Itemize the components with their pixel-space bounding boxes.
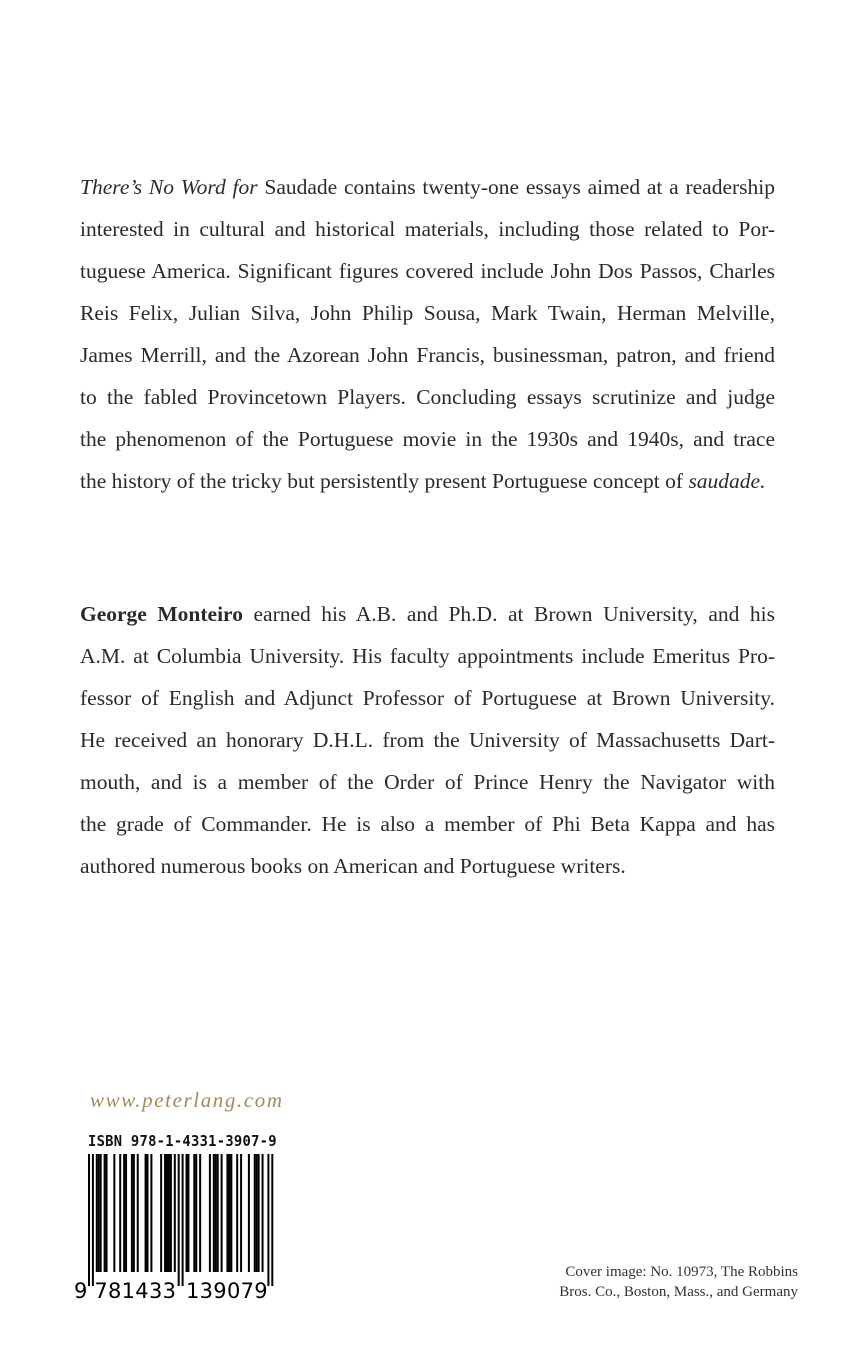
text-line xyxy=(80,376,775,418)
barcode-bar xyxy=(209,1154,211,1272)
cover-credit-line-1: Cover image: No. 10973, The Robbins xyxy=(565,1264,798,1280)
barcode-bar xyxy=(104,1154,106,1272)
text-segment: Saudade contains twenty-one essays aimed at a readership xyxy=(257,175,775,199)
barcode-bar xyxy=(160,1154,162,1272)
barcode-bar xyxy=(215,1154,217,1272)
text-segment: earned his A.B. and Ph.D. at Brown University, and his xyxy=(242,602,775,626)
barcode-bar xyxy=(96,1154,98,1272)
italic-text: saudade. xyxy=(688,469,766,493)
barcode-digits: 7 xyxy=(240,1279,254,1303)
isbn-label: ISBN 978-1-4331-3907-9 xyxy=(88,1132,277,1150)
author-bio xyxy=(80,593,775,887)
text-line xyxy=(80,292,775,334)
text-line xyxy=(80,719,775,761)
barcode-bar xyxy=(125,1154,127,1272)
text-segment: mouth, and is a member of the Order of Prince Henry the Navigator with xyxy=(80,770,775,794)
text-segment: the phenomenon of the Portuguese movie in the 1930s and 1940s, and trace xyxy=(80,427,775,451)
barcode-bar xyxy=(174,1154,176,1272)
text-segment: tuguese America. Significant figures covered include John Dos Passos, Charles xyxy=(80,259,775,283)
text-segment: fessor of English and Adjunct Professor of Portuguese at Brown University. xyxy=(80,686,775,710)
text-line xyxy=(80,250,775,292)
barcode-bar xyxy=(164,1154,166,1272)
barcode-bar xyxy=(88,1154,90,1286)
text-line xyxy=(80,593,775,635)
barcode-bar xyxy=(248,1154,250,1272)
text-segment: James Merrill, and the Azorean John Francis, businessman, patron, and friend xyxy=(80,343,775,367)
barcode-digits: 3 xyxy=(162,1279,176,1303)
barcode-bar xyxy=(240,1154,242,1272)
text-segment: the grade of Commander. He is also a member of Phi Beta Kappa and has xyxy=(80,812,775,836)
text-line xyxy=(80,166,775,208)
text-segment: Reis Felix, Julian Silva, John Philip Sousa, Mark Twain, Herman Melville, xyxy=(80,301,775,325)
text-line xyxy=(80,208,775,250)
barcode-bar xyxy=(230,1154,232,1272)
barcode-bar xyxy=(267,1154,269,1286)
barcode-bar xyxy=(236,1154,238,1272)
text-segment: to the fabled Provincetown Players. Concluding essays scrutinize and judge xyxy=(80,385,775,409)
barcode-digits: 7 xyxy=(94,1279,108,1303)
barcode-bar xyxy=(221,1154,223,1272)
italic-text: There’s No Word for xyxy=(80,175,258,199)
barcode-digits: 3 xyxy=(148,1279,163,1303)
barcode-digits: 9 xyxy=(213,1279,227,1303)
publisher-url[interactable]: www.peterlang.com xyxy=(90,1088,284,1112)
barcode-bar xyxy=(145,1154,147,1272)
barcode-bar xyxy=(213,1154,215,1272)
cover-credit xyxy=(559,1262,798,1302)
text-line xyxy=(80,803,775,845)
barcode-digits: 9 xyxy=(74,1279,88,1303)
text-line xyxy=(80,418,775,460)
book-description xyxy=(80,166,775,502)
text-line xyxy=(80,845,775,887)
text-line xyxy=(80,635,775,677)
text-line xyxy=(80,460,775,502)
author-name: George Monteiro xyxy=(80,602,243,626)
text-line xyxy=(80,761,775,803)
text-segment: He received an honorary D.H.L. from the University of Massachusetts Dart- xyxy=(80,728,775,752)
barcode-bar xyxy=(226,1154,228,1272)
isbn-barcode xyxy=(74,1154,279,1304)
barcode-bar xyxy=(133,1154,135,1272)
barcode-bar xyxy=(150,1154,152,1272)
text-line xyxy=(80,334,775,376)
barcode-bar xyxy=(228,1154,230,1272)
barcode-bar xyxy=(271,1154,273,1286)
barcode-digits: 3 xyxy=(199,1279,214,1303)
barcode-bar xyxy=(137,1154,139,1272)
barcode-digits: 1 xyxy=(121,1279,136,1303)
barcode-bar xyxy=(119,1154,121,1272)
barcode-bar xyxy=(199,1154,201,1272)
barcode-digits: 1 xyxy=(186,1279,200,1303)
barcode-bar xyxy=(178,1154,180,1286)
barcode-bar xyxy=(98,1154,100,1272)
barcode-bar xyxy=(254,1154,256,1272)
barcode-bar xyxy=(258,1154,260,1272)
cover-credit-line-2: Bros. Co., Boston, Mass., and Germany xyxy=(559,1284,798,1300)
barcode-digits: 8 xyxy=(108,1279,122,1303)
barcode-bar xyxy=(170,1154,172,1272)
barcode-bar xyxy=(217,1154,219,1272)
barcode-bar xyxy=(193,1154,195,1272)
barcode-bar xyxy=(168,1154,170,1272)
barcode-bar xyxy=(256,1154,258,1272)
barcode-bar xyxy=(100,1154,102,1272)
barcode-bar xyxy=(195,1154,197,1272)
barcode-bar xyxy=(166,1154,168,1272)
barcode-bar xyxy=(123,1154,125,1272)
barcode-bar xyxy=(182,1154,184,1286)
text-segment: authored numerous books on American and Portuguese writers. xyxy=(80,854,626,878)
barcode-bar xyxy=(147,1154,149,1272)
barcode-bar xyxy=(106,1154,108,1272)
barcode-bar xyxy=(187,1154,189,1272)
text-segment: the history of the tricky but persistently present Portuguese concept of xyxy=(80,469,689,493)
barcode-bar xyxy=(131,1154,133,1272)
barcode-digits: 4 xyxy=(135,1279,149,1303)
barcode-bar xyxy=(113,1154,115,1272)
barcode-bar xyxy=(92,1154,94,1286)
barcode-bar xyxy=(262,1154,264,1272)
text-line xyxy=(80,677,775,719)
barcode-bar xyxy=(186,1154,188,1272)
text-segment: interested in cultural and historical materials, including those related to Por- xyxy=(80,217,775,241)
barcode-digits: 9 xyxy=(254,1279,268,1303)
text-segment: A.M. at Columbia University. His faculty appointments include Emeritus Pro- xyxy=(80,644,775,668)
barcode-digits: 0 xyxy=(226,1279,241,1303)
